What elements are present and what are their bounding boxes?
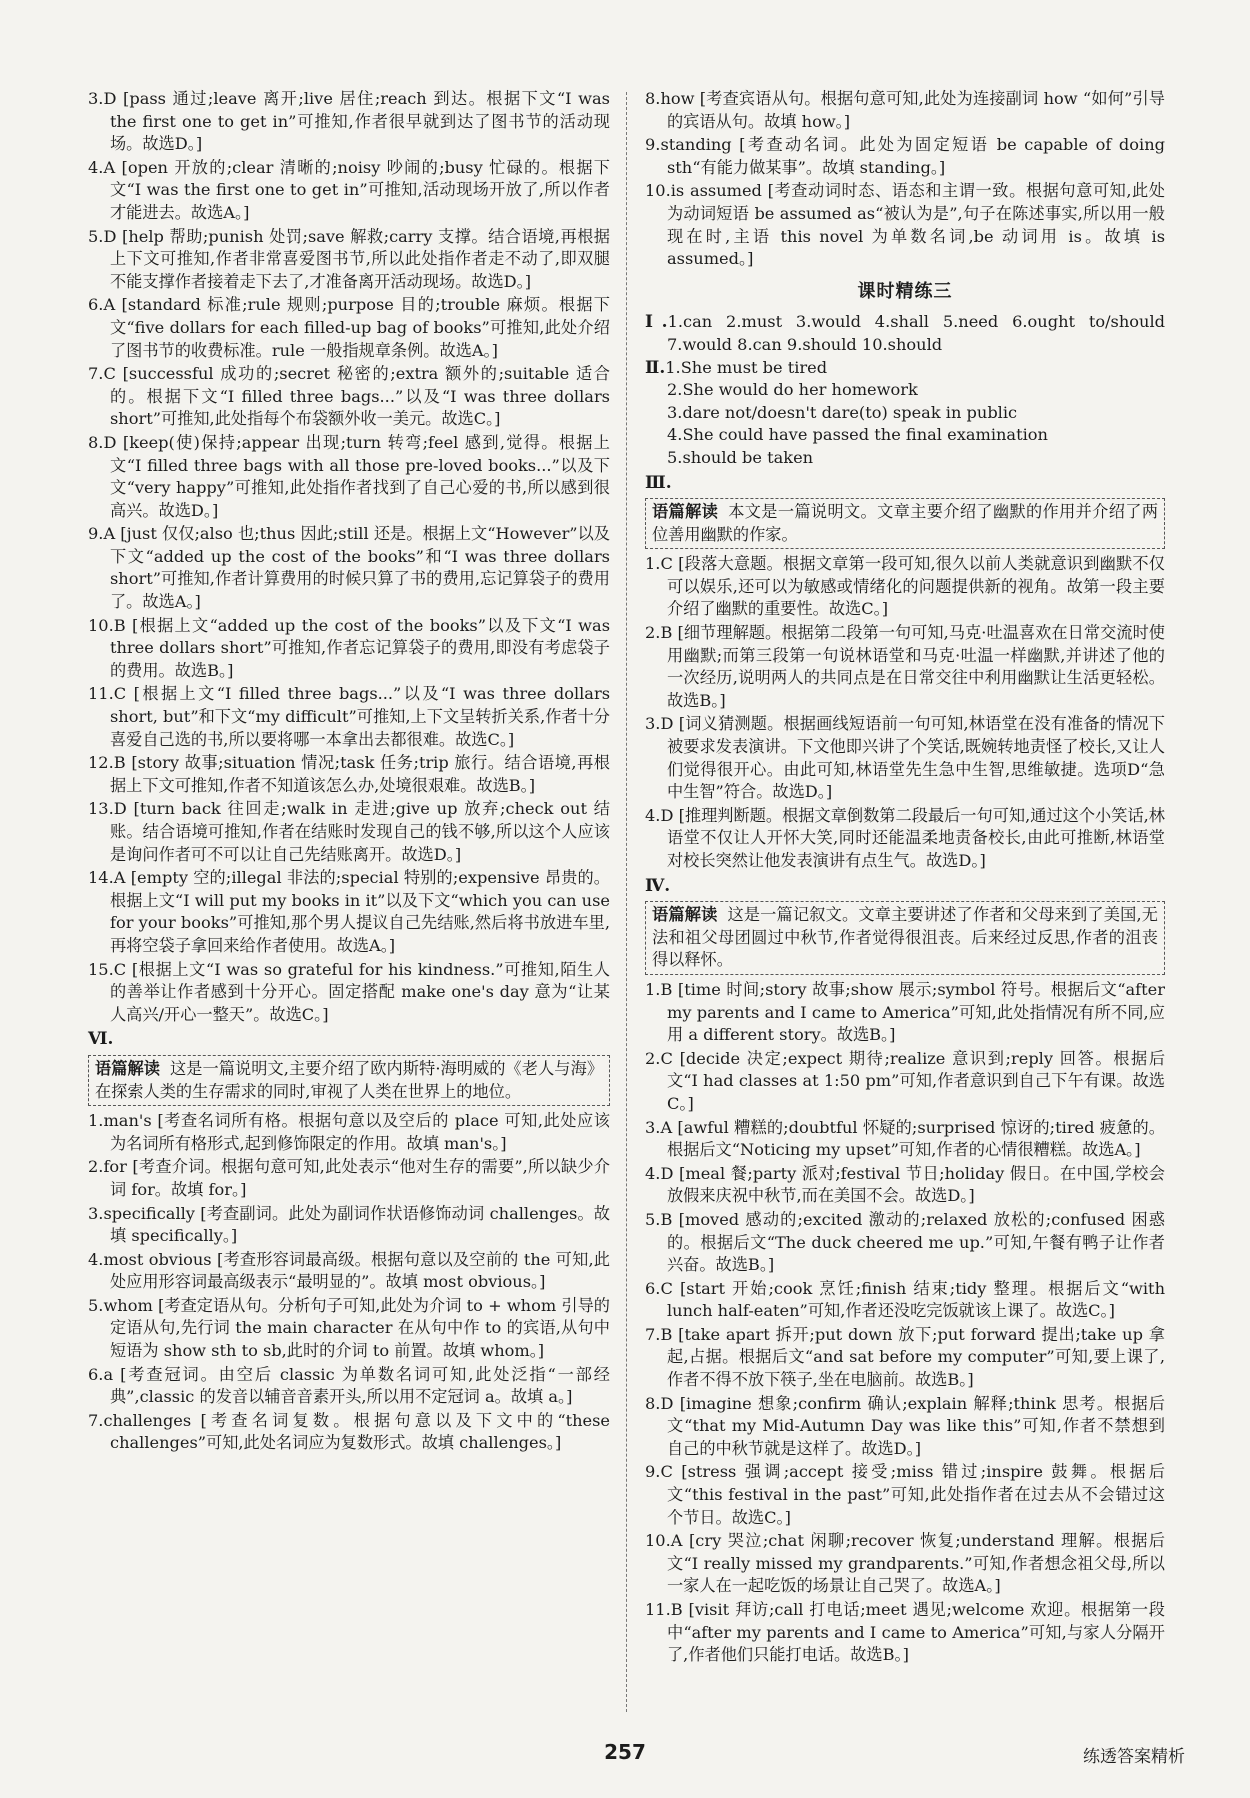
part-2: [645, 357, 1165, 380]
reading-label: 语篇解读: [95, 1058, 161, 1078]
answer-item: 6.a [考查冠词。由空后 classic 为单数名词可知,此处泛指“一部经典”,classic 的发音以辅音音素开头,所以用不定冠词 a。故填 a。]: [88, 1364, 610, 1407]
answer-item: 12.B [story 故事;situation 情况;task 任务;trip 旅行。结合语境,再根据上下文可推知,作者不知道该怎么办,处境很艰难。故选B。]: [88, 753, 610, 795]
answer-item: 8.how [考查宾语从句。根据句意可知,此处为连接副词 how “如何”引导的宾语从句。故填 how。]: [645, 89, 1165, 131]
answer-item: 5.D [help 帮助;punish 处罚;save 解救;carry 支撑。结合语境,再根据上下文可推知,作者非常喜爱图书节,所以此处指作者走不动了,即双腿不能支撑作者接着走下去了,才准备离开活动现场。故选D。]: [88, 226, 610, 291]
answer-item: 8.D [imagine 想象;confirm 确认;explain 解释;think 思考。根据后文“that my Mid-Autumn Day was like this”可知,作者不禁想到自己的中秋节就是这样了。故选D。]: [645, 1393, 1165, 1458]
section-6-items: [88, 1110, 610, 1455]
reading-text: 这是一篇记叙文。文章主要讲述了作者和父母来到了美国,无法和祖父母团圆过中秋节,作者觉得很沮丧。后来经过反思,作者的沮丧得以释怀。: [652, 905, 1158, 970]
answer-item: 3.D [词义猜测题。根据画线短语前一句可知,林语堂在没有准备的情况下被要求发表演讲。下文他即兴讲了个笑话,既婉转地责怪了校长,又让人们觉得很开心。由此可知,林语堂先生急中生智,思维敏捷。选项D“急中生智”符合。故选D。]: [645, 714, 1165, 802]
answer-item: 3.D [pass 通过;leave 离开;live 居住;reach 到达。根据下文“I was the first one to get in”可推知,作者很早就到达了图书节的活动现场。故选D。]: [88, 89, 610, 154]
part-2-item: 3.dare not/doesn't dare(to) speak in public: [667, 402, 1018, 422]
answer-item: 1.B [time 时间;story 故事;show 展示;symbol 符号。根据后文“after my parents and I came to America”可知,此处指情况有所不同,应用 a different story。故选B。]: [645, 979, 1165, 1045]
reading-label: 语篇解读: [652, 502, 719, 522]
reading-label: 语篇解读: [652, 905, 718, 925]
reading-text: 本文是一篇说明文。文章主要介绍了幽默的作用并介绍了两位善用幽默的作家。: [652, 502, 1159, 544]
left-column: [88, 88, 610, 1456]
answer-item: 9.A [just 仅仅;also 也;thus 因此;still 还是。根据上文“However”以及下文“added up the cost of the books”和“I was three dollars short”可推知,作者计算费用的时候只算了书的费用,忘记算袋子的费用了。故选A。]: [88, 524, 610, 612]
answer-item: 9.C [stress 强调;accept 接受;miss 错过;inspire 鼓舞。根据后文“this festival in the past”可知,此处指作者在过去从不会错过这个节日。故选C。]: [645, 1462, 1165, 1527]
answer-item: 10.A [cry 哭泣;chat 闲聊;recover 恢复;understand 理解。根据后文“I really missed my grandparents.”可知,作者想念祖父母,所以一家人在一起吃饭的场景让自己哭了。故选A。]: [645, 1531, 1165, 1596]
right-column: [645, 88, 1165, 1668]
answer-item: 2.for [考查介词。根据句意可知,此处表示“他对生存的需要”,所以缺少介词 for。故填 for。]: [88, 1157, 610, 1199]
answer-item: 4.D [推理判断题。根据文章倒数第二段最后一句可知,通过这个小笑话,林语堂不仅让人开怀大笑,同时还能温柔地责备校长,由此可推断,林语堂对校长突然让他发表演讲有点生气。故选D。]: [645, 805, 1165, 870]
section-heading: 课时精练三: [857, 280, 953, 302]
reading-text: 这是一篇说明文,主要介绍了欧内斯特·海明威的《老人与海》在探索人类的生存需求的同时,审视了人类在世界上的地位。: [95, 1058, 604, 1101]
part-4-items: [645, 979, 1165, 1667]
answer-item: 7.challenges [考查名词复数。根据句意以及下文中的“these challenges”可知,此处名词应为复数形式。故填 challenges。]: [88, 1410, 610, 1453]
part-3-roman: Ⅲ.: [645, 472, 672, 493]
part-2-roman: Ⅱ.: [645, 357, 666, 378]
answer-item: 11.B [visit 拜访;call 打电话;meet 遇见;welcome 欢迎。根据第一段中“after my parents and I came to America”可知,与家人分隔开了,作者他们只能打电话。故选B。]: [645, 1600, 1165, 1665]
answer-item: 1.C [段落大意题。根据文章第一段可知,很久以前人类就意识到幽默不仅可以娱乐,还可以为敏感或情绪化的问题提供新的视角。故第一段主要介绍了幽默的重要性。故选C。]: [645, 554, 1165, 619]
answer-item: 4.A [open 开放的;clear 清晰的;noisy 吵闹的;busy 忙碌的。根据下文“I was the first one to get in”可推知,活动现场开放了,所以作者才能进去。故选A。]: [88, 157, 610, 222]
part-2-item: 5.should be taken: [667, 447, 814, 467]
part-4-reading-box: [645, 901, 1165, 975]
answer-item: 10.is assumed [考查动词时态、语态和主谓一致。根据句意可知,此处为动词短语 be assumed as“被认为是”,句子在陈述事实,所以用一般现在时,主语 this novel 为单数名词,be 动词用 is。故填 is assumed。]: [645, 181, 1165, 269]
section-6-roman: Ⅵ.: [88, 1029, 114, 1050]
section-6-reading-box: [88, 1055, 610, 1106]
part-3-reading-box: [645, 498, 1165, 549]
answer-item: 9.standing [考查动名词。此处为固定短语 be capable of doing sth“有能力做某事”。故填 standing。]: [645, 135, 1165, 177]
answer-item: 6.C [start 开始;cook 烹饪;finish 结束;tidy 整理。根据后文“with lunch half-eaten”可知,作者还没吃完饭就该上课了。故选C。]: [645, 1278, 1165, 1321]
right-top-items: [645, 88, 1165, 271]
part-1-roman: Ⅰ.: [645, 312, 668, 333]
part-3-items: [645, 553, 1165, 872]
part-1-answers: 1.can 2.must 3.would 4.shall 5.need 6.ought to/should 7.would 8.can 9.should 10.should: [667, 312, 1165, 354]
part-1: [645, 311, 1165, 356]
answer-item: 10.B [根据上文“added up the cost of the books”以及下文“I was three dollars short”可推知,作者忘记算袋子的费用,即没有考虑袋子的费用。故选B。]: [88, 615, 610, 680]
answer-item: 5.B [moved 感动的;excited 激动的;relaxed 放松的;confused 困惑的。根据后文“The duck cheered me up.”可知,午餐有鸭子让作者兴奋。故选B。]: [645, 1209, 1165, 1275]
answer-item: 15.C [根据上文“I was so grateful for his kindness.”可推知,陌生人的善举让作者感到十分开心。固定搭配 make one's day 意为“让某人高兴/开心一整天”。故选C。]: [88, 959, 610, 1024]
part-2-item: 2.She would do her homework: [667, 380, 918, 400]
answer-item: 13.D [turn back 往回走;walk in 走进;give up 放弃;check out 结账。结合语境可推知,作者在结账时发现自己的钱不够,所以这个人应该是询问作者可不可以让自己先结账离开。故选D。]: [88, 799, 610, 864]
answer-item: 6.A [standard 标准;rule 规则;purpose 目的;trouble 麻烦。根据下文“five dollars for each filled-up bag of books”可推知,此处介绍了图书节的收费标准。rule 一般指规章条例。故选A。]: [88, 295, 610, 360]
page-number: 257: [604, 1740, 646, 1764]
footer-title: 练透答案精析: [1083, 1747, 1185, 1767]
column-divider: [626, 92, 627, 1712]
answer-item: 7.C [successful 成功的;secret 秘密的;extra 额外的;suitable 适合的。根据下文“I filled three bags...”以及“I was three dollars short”可推知,此处指每个布袋额外收一美元。故选C。]: [88, 364, 610, 429]
answer-item: 4.most obvious [考查形容词最高级。根据句意以及空前的 the 可知,此处应用形容词最高级表示“最明显的”。故填 most obvious。]: [88, 1249, 610, 1292]
answer-item: 1.man's [考查名词所有格。根据句意以及空后的 place 可知,此处应该为名词所有格形式,起到修饰限定的作用。故填 man's。]: [88, 1111, 610, 1153]
answer-item: 2.B [细节理解题。根据第二段第一句可知,马克·吐温喜欢在日常交流时使用幽默;而第三段第一句说林语堂和马克·吐温一样幽默,并讲述了他的一次经历,说明两人的共同点是在日常交往中利用幽默让生活更轻松。故选B。]: [645, 623, 1165, 710]
answer-item: 4.D [meal 餐;party 派对;festival 节日;holiday 假日。在中国,学校会放假来庆祝中秋节,而在美国不会。故选D。]: [645, 1163, 1165, 1206]
answer-item: 14.A [empty 空的;illegal 非法的;special 特别的;expensive 昂贵的。根据上文“I will put my books in it”以及下文“which you can use for your books”可推知,那个男人提议自己先结账,然后将书放进车里,再将空袋子拿回来给作者使用。故选A。]: [88, 868, 610, 955]
answer-item: 7.B [take apart 拆开;put down 放下;put forward 提出;take up 拿起,占据。根据后文“and sat before my computer”可知,要上课了,作者不得不放下筷子,坐在电脑前。故选B。]: [645, 1324, 1165, 1390]
answer-item: 2.C [decide 决定;expect 期待;realize 意识到;reply 回答。根据后文“I had classes at 1:50 pm”可知,作者意识到自己下午有课。故选C。]: [645, 1048, 1165, 1113]
left-items: [88, 88, 610, 1026]
answer-item: 3.A [awful 糟糕的;doubtful 怀疑的;surprised 惊讶的;tired 疲惫的。根据后文“Noticing my upset”可知,作者的心情很糟糕。故选A。]: [645, 1117, 1165, 1160]
answer-item: 3.specifically [考查副词。此处为副词作状语修饰动词 challenges。故填 specifically。]: [88, 1203, 610, 1246]
part-2-item: 1.She must be tired: [665, 357, 828, 377]
part-2-item: 4.She could have passed the final examination: [667, 425, 1048, 445]
part-4-roman: Ⅳ.: [645, 875, 671, 896]
answer-item: 8.D [keep(使)保持;appear 出现;turn 转弯;feel 感到,觉得。根据上文“I filled three bags with all those pre-loved books...”以及下文“very happy”可推知,此处指作者找到了自己心爱的书,所以感到很高兴。故选D。]: [88, 432, 610, 520]
answer-item: 5.whom [考查定语从句。分析句子可知,此处为介词 to + whom 引导的定语从句,先行词 the main character 在从句中作 to 的宾语,从句中短语为 show sth to sb,此时的介词 to 前置。故填 whom。]: [88, 1295, 610, 1361]
answer-item: 11.C [根据上文“I filled three bags...”以及“I was three dollars short, but”和下文“my difficult”可推知,上下文呈转折关系,作者十分喜爱自己选的书,所以要将哪一本拿出去都很难。故选C。]: [88, 684, 610, 749]
